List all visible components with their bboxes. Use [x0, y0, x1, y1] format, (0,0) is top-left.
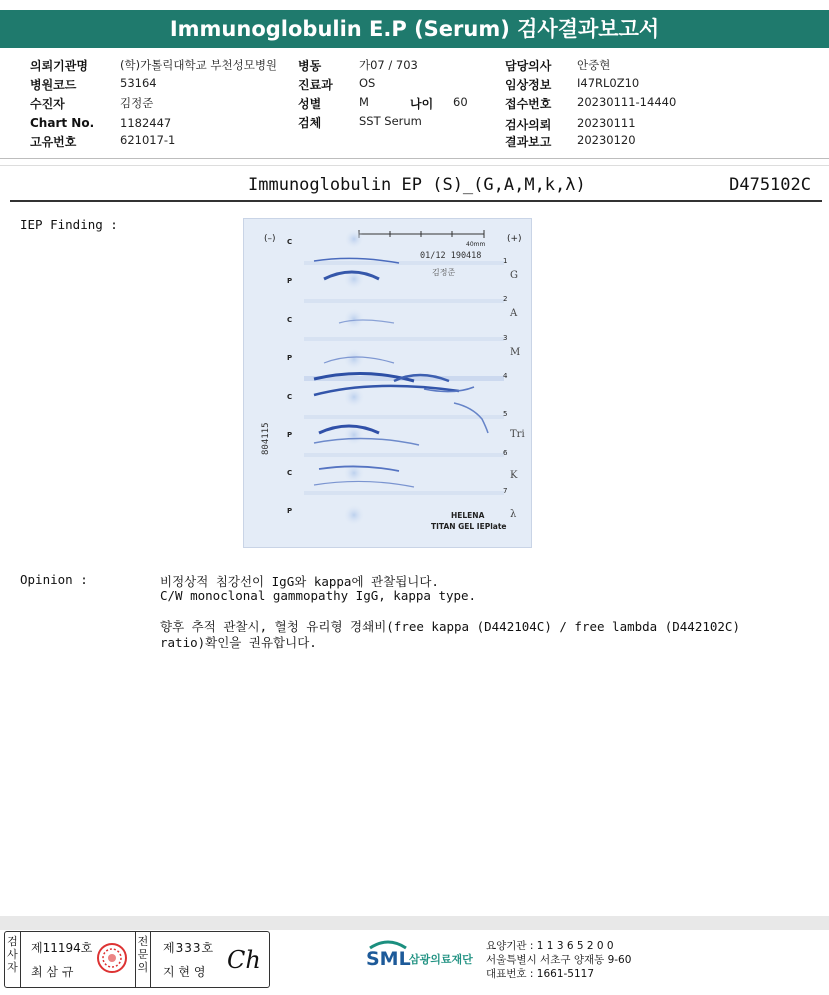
label-hospital-code: 병원코드: [30, 78, 77, 92]
specialist-label: [135, 932, 151, 987]
label-receipt-no: 접수번호: [505, 97, 552, 111]
signature-box: [4, 931, 270, 988]
sml-logo-text: SML: [366, 948, 411, 970]
value-hospital-code: 53164: [120, 76, 157, 90]
gel-date: 01/12 190418: [420, 251, 482, 261]
value-receipt-no: 20230111-14440: [577, 95, 677, 109]
patient-info: [0, 54, 829, 154]
trough-number: 4: [503, 372, 508, 380]
lane-letter: C: [287, 393, 293, 401]
label-chart-no: Chart No.: [30, 116, 95, 130]
value-age: 60: [453, 95, 468, 109]
value-doctor: 안중현: [577, 58, 611, 72]
opinion-label: Opinion :: [20, 572, 88, 587]
label-report-date: 결과보고: [505, 135, 552, 149]
lane-letter: P: [287, 277, 293, 285]
brand-helena: HELENA: [451, 511, 485, 520]
trough: [304, 453, 504, 457]
trough-number: 2: [503, 295, 508, 303]
tester-license: 제11194호: [31, 941, 93, 955]
value-ward: 가07 / 703: [359, 58, 418, 72]
value-specimen: SST Serum: [359, 114, 422, 128]
scale-label: 40mm: [466, 241, 486, 248]
gel-side-code: 804115: [261, 422, 271, 455]
label-doctor: 담당의사: [505, 59, 552, 73]
value-chart-no: 1182447: [120, 116, 172, 130]
trough: [304, 491, 504, 495]
minus-label: (–): [264, 234, 276, 244]
opinion-line-3: 향후 추적 관찰시, 혈청 유리형 경쇄비(free kappa (D442104C) / free lambda (D442102C): [160, 619, 740, 634]
trough: [304, 337, 504, 341]
label-request-date: 검사의뢰: [505, 118, 552, 132]
specialist-signature: Ch: [227, 946, 261, 974]
lane-letter: C: [287, 238, 293, 246]
label-age: 나이: [410, 97, 434, 111]
footer-band: [0, 916, 829, 930]
title-underline: [10, 200, 822, 202]
antiserum-label: M: [510, 347, 521, 358]
test-title: Immunoglobulin EP (S)_(G,A,M,k,λ): [248, 175, 586, 195]
org-name: 삼광의료재단: [409, 953, 473, 966]
specialist-name: 지 현 영: [163, 965, 206, 979]
lane-letter: C: [287, 469, 293, 477]
gel-patient-name: 김정준: [432, 268, 456, 277]
divider: [0, 165, 829, 166]
plus-label: (+): [507, 234, 522, 244]
lane-letter: P: [287, 354, 293, 362]
trough-number: 6: [503, 449, 508, 457]
specialist-license: 제333호: [163, 941, 215, 955]
label-specimen: 검체: [298, 116, 322, 130]
test-code: D475102C: [729, 175, 811, 195]
value-sex: M: [359, 95, 369, 109]
iep-gel-image: [243, 218, 532, 548]
seal-stamp: [96, 942, 128, 974]
specialist-label-text: 전문의: [137, 935, 149, 974]
tester-label-text: 검사자: [7, 935, 18, 974]
value-request-date: 20230111: [577, 116, 636, 130]
trough: [304, 299, 504, 303]
lane-letter: P: [287, 507, 293, 515]
label-ward: 병동: [298, 59, 322, 73]
antiserum-label: A: [510, 308, 518, 319]
trough-number: 7: [503, 487, 508, 495]
label-patient: 수진자: [30, 97, 65, 111]
value-department: OS: [359, 76, 376, 90]
opinion-line-2: C/W monoclonal gammopathy IgG, kappa type.: [160, 588, 477, 603]
label-clinical-info: 임상정보: [505, 78, 552, 92]
value-report-date: 20230120: [577, 133, 636, 147]
trough-number: 3: [503, 334, 508, 342]
trough: [304, 415, 504, 419]
label-department: 진료과: [298, 78, 333, 92]
label-institution: 의뢰기관명: [30, 59, 88, 73]
opinion-line-4: ratio)확인을 권유합니다.: [160, 635, 317, 650]
label-sex: 성별: [298, 97, 322, 111]
trough: [304, 261, 504, 265]
label-unique-no: 고유번호: [30, 135, 77, 149]
tester-name: 최 삼 규: [31, 965, 74, 979]
divider: [0, 158, 829, 159]
value-unique-no: 621017-1: [120, 133, 176, 147]
trough-number: 5: [503, 410, 508, 418]
care-institution-no: 요양기관 : 1 1 3 6 5 2 0 0: [486, 940, 614, 952]
org-phone: 대표번호 : 1661-5117: [486, 968, 595, 980]
value-institution: (학)가톨릭대학교 부천성모병원: [120, 58, 278, 72]
antiserum-label: G: [510, 270, 518, 281]
org-address: 서울특별시 서초구 양재동 9-60: [486, 954, 632, 966]
brand-titan-gel: TITAN GEL IEPlate: [431, 522, 507, 531]
org-contact: [486, 939, 631, 981]
antiserum-label: λ: [510, 509, 517, 520]
antiserum-label: K: [510, 470, 518, 481]
iep-finding-label: IEP Finding :: [20, 217, 118, 232]
antiserum-label: Tri: [510, 429, 525, 440]
tester-label: [5, 932, 21, 987]
lane-letter: C: [287, 316, 293, 324]
value-clinical-info: I47RL0Z10: [577, 76, 640, 90]
value-patient: 김정준: [120, 96, 154, 110]
opinion-line-1: 비정상적 침강선이 IgG와 kappa에 관찰됩니다.: [160, 574, 439, 589]
trough-number: 1: [503, 257, 508, 265]
lane-letter: P: [287, 431, 293, 439]
report-title: Immunoglobulin E.P (Serum) 검사결과보고서: [0, 10, 829, 48]
